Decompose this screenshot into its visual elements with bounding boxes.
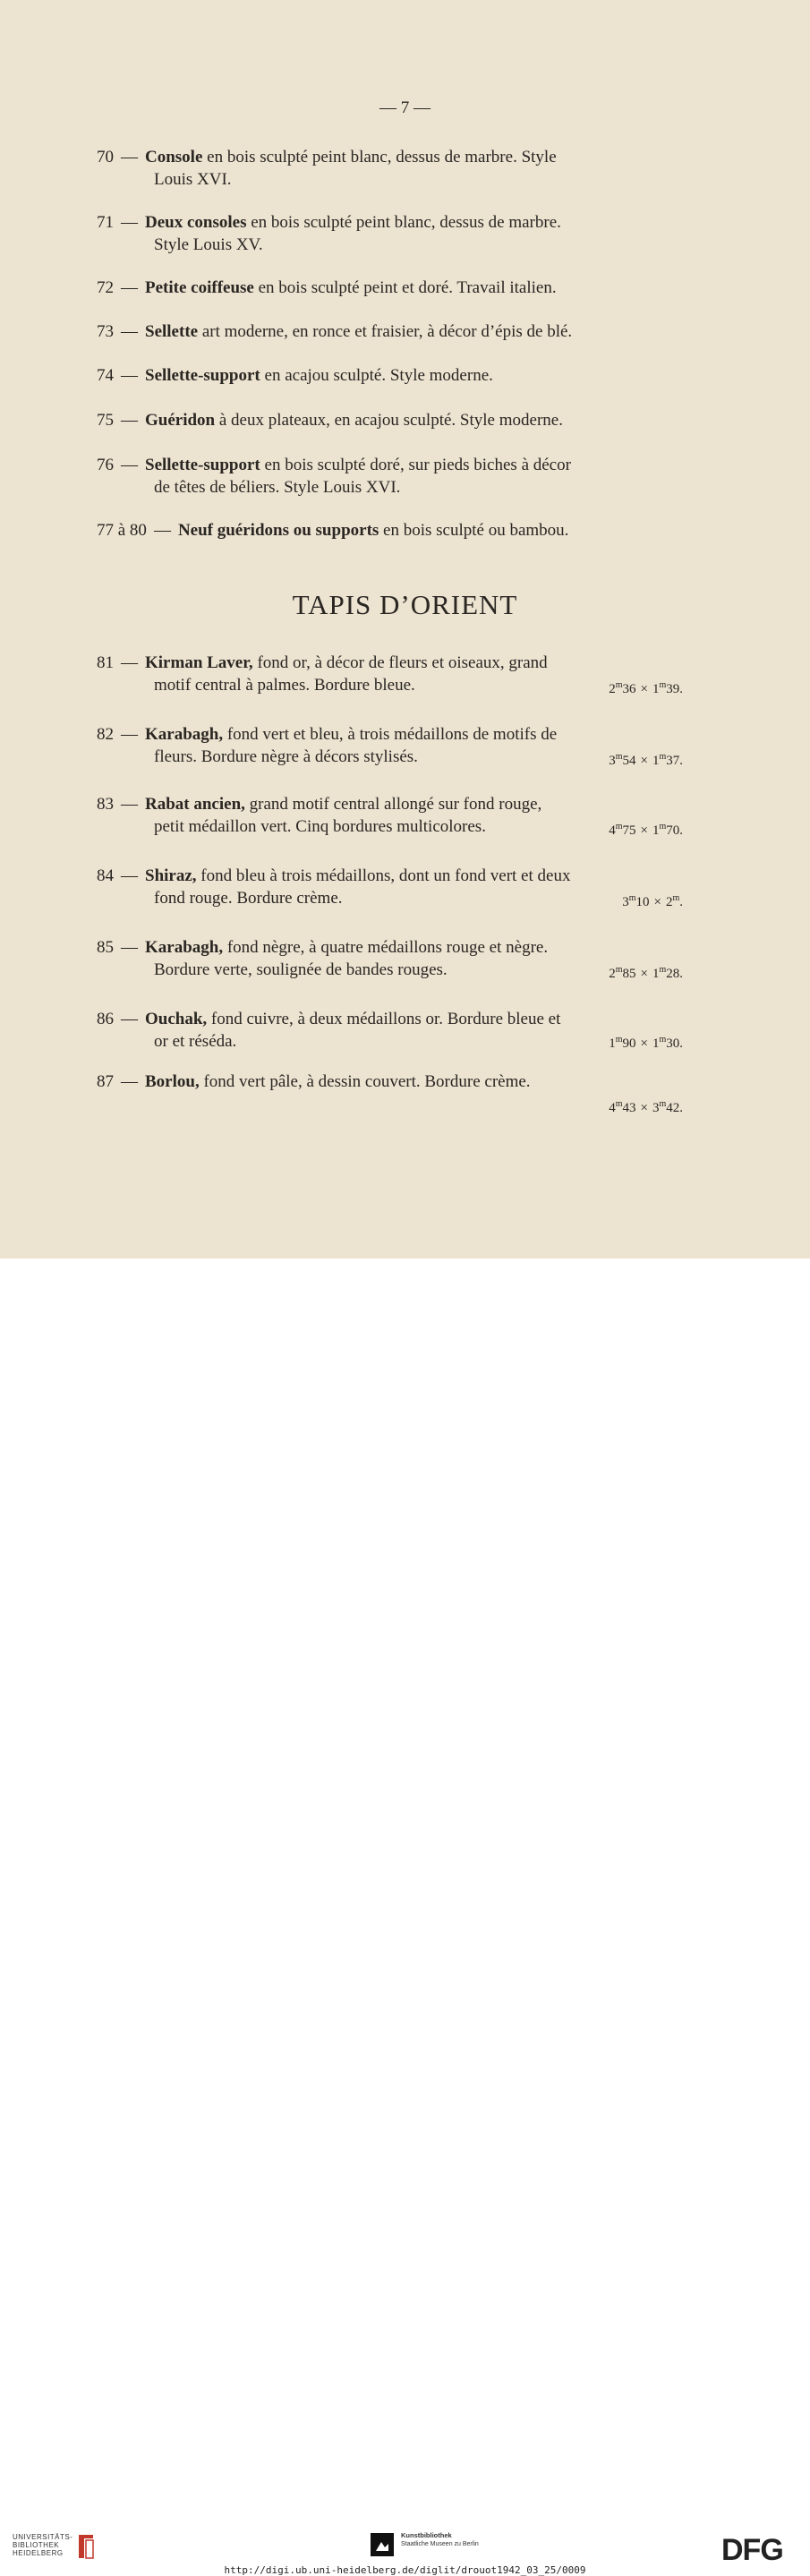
lot-description: en bois sculpté peint blanc, dessus de marbre. (246, 213, 561, 232)
lot-number: 72 (97, 278, 114, 297)
dim-unit: m (615, 1035, 623, 1045)
lot-description: fond vert et bleu, à trois médaillons de motifs de (223, 725, 558, 744)
dim-end: . (679, 895, 683, 909)
dim-end: . (679, 682, 683, 696)
lot-first-line (97, 409, 680, 431)
lot-number: 73 (97, 322, 114, 341)
dim-length-decimals: 85 (622, 967, 636, 981)
lot-title: Borlou, (145, 1072, 200, 1091)
lot-title: Sellette-support (145, 456, 260, 474)
lot-entry (97, 936, 680, 981)
dim-end: . (679, 967, 683, 981)
lot-entry (97, 211, 680, 256)
dim-width-decimals: 39 (666, 682, 680, 696)
lot-entry (97, 320, 680, 343)
lot-title: Sellette-support (145, 366, 260, 385)
lot-title: Sellette (145, 322, 199, 341)
dim-unit: m (615, 1099, 623, 1109)
dfg-logo[interactable]: DFG (721, 2533, 783, 2567)
dim-length: 4 (609, 823, 616, 838)
lot-entry (97, 1008, 680, 1053)
dim-length-decimals: 36 (622, 682, 636, 696)
lot-continuation: de têtes de béliers. Style Louis XVI. (154, 478, 401, 497)
dim-unit: m (615, 965, 623, 975)
dim-length-decimals: 75 (622, 823, 636, 838)
lot-dash: — (121, 653, 138, 672)
lot-dash: — (121, 725, 138, 744)
lot-dash: — (121, 148, 138, 166)
lot-dash: — (121, 1072, 138, 1091)
footer-bar (0, 1258, 810, 2576)
lot-entry (97, 793, 680, 838)
lot-title: Rabat ancien, (145, 795, 245, 814)
lot-description: fond or, à décor de fleurs et oiseaux, grand (252, 653, 548, 672)
lot-description: en bois sculpté peint et doré. Travail italien. (253, 278, 557, 297)
lot-title: Deux consoles (145, 213, 247, 232)
dim-end: . (679, 823, 683, 838)
lot-entry (97, 723, 680, 768)
dim-length-decimals: 54 (622, 754, 636, 768)
lot-dash: — (121, 278, 138, 297)
dim-times: × (640, 1036, 648, 1051)
kb-title: Kunstbibliothek (401, 2531, 452, 2539)
lot-title: Console (145, 148, 203, 166)
lot-title: Shiraz, (145, 866, 197, 885)
lot-number: 76 (97, 456, 114, 474)
lot-first-line (97, 277, 680, 299)
lot-entry (97, 277, 680, 299)
dim-length: 3 (622, 895, 629, 909)
dim-times: × (640, 823, 648, 838)
lot-first-line (97, 865, 680, 887)
kb-subtitle: Staatliche Museen zu Berlin (401, 2541, 479, 2547)
lot-title: Guéridon (145, 411, 216, 430)
lot-number: 71 (97, 213, 114, 232)
dim-unit: m (672, 893, 680, 903)
dim-width: 1 (652, 1036, 660, 1051)
dim-unit: m (659, 965, 667, 975)
lot-number: 70 (97, 148, 114, 166)
dim-times: × (640, 967, 648, 981)
lot-dash: — (121, 213, 138, 232)
dim-width: 1 (652, 754, 660, 768)
section-title: TAPIS D’ORIENT (292, 589, 518, 620)
lot-title: Neuf guéridons ou supports (177, 521, 379, 540)
lot-number: 83 (97, 795, 114, 814)
lot-title: Kirman Laver, (145, 653, 253, 672)
lot-description: en bois sculpté peint blanc, dessus de marbre. Style (202, 148, 557, 166)
lot-dash: — (121, 1010, 138, 1028)
lot-number: 86 (97, 1010, 114, 1028)
lot-first-line (97, 723, 680, 746)
dim-unit: m (659, 680, 667, 690)
dim-times: × (640, 1101, 648, 1115)
lot-dash: — (121, 456, 138, 474)
lot-description: fond vert pâle, à dessin couvert. Bordure crème. (199, 1072, 531, 1091)
lot-description: fond bleu à trois médaillons, dont un fond vert et deux (196, 866, 571, 885)
lot-continuation: Style Louis XV. (154, 235, 263, 254)
lot-entry (97, 519, 680, 542)
page-number: — 7 — (379, 98, 431, 117)
lot-first-line (97, 652, 680, 674)
dim-length-decimals: 10 (635, 895, 650, 909)
lot-number: 75 (97, 411, 114, 430)
lot-number: 84 (97, 866, 114, 885)
lot-number: 82 (97, 725, 114, 744)
dim-unit: m (615, 822, 623, 832)
dim-length-decimals: 43 (622, 1101, 636, 1115)
university-library-logo[interactable] (13, 2533, 72, 2557)
dim-unit: m (659, 1035, 667, 1045)
carpet-dimensions (609, 1036, 683, 1052)
kunstbibliothek-label[interactable] (401, 2531, 479, 2548)
lot-number: 81 (97, 653, 114, 672)
lot-first-line (97, 1070, 680, 1093)
dim-width: 1 (652, 682, 660, 696)
lot-title: Karabagh, (145, 938, 224, 957)
lot-entry (97, 865, 680, 909)
lot-first-line (97, 936, 680, 959)
dim-times: × (640, 754, 648, 768)
carpet-dimensions (609, 682, 683, 697)
catalogue-page (0, 0, 810, 1258)
dim-width: 1 (652, 967, 660, 981)
lot-entry (97, 1070, 680, 1093)
lot-first-line (97, 211, 680, 234)
dim-width-decimals: 28 (666, 967, 680, 981)
carpet-dimensions (609, 754, 683, 769)
lot-number: 77 à 80 (97, 521, 147, 540)
lot-description: fond cuivre, à deux médaillons or. Bordure bleue et (207, 1010, 561, 1028)
dim-unit: m (659, 822, 667, 832)
dim-unit: m (615, 680, 623, 690)
lot-entry (97, 652, 680, 696)
lot-number: 74 (97, 366, 114, 385)
carpet-dimensions (609, 967, 683, 982)
university-seal-icon (75, 2531, 97, 2562)
kunstbibliothek-logo-icon (371, 2533, 394, 2556)
dim-width-decimals: 42 (666, 1101, 680, 1115)
uni-logo-line: HEIDELBERG (13, 2549, 64, 2557)
lot-title: Petite coiffeuse (145, 278, 254, 297)
lot-entry (97, 364, 680, 387)
dim-times: × (640, 682, 648, 696)
dim-unit: m (659, 1099, 667, 1109)
dim-unit: m (615, 752, 623, 762)
carpet-dimensions (622, 895, 683, 910)
lot-first-line (97, 320, 680, 343)
lot-dash: — (121, 866, 138, 885)
lot-dash: — (121, 366, 138, 385)
lot-first-line (97, 1008, 680, 1030)
lot-continuation: petit médaillon vert. Cinq bordures multicolores. (154, 817, 486, 836)
dim-length-decimals: 90 (622, 1036, 636, 1051)
dim-unit: m (628, 893, 636, 903)
dim-width: 3 (652, 1101, 660, 1115)
lot-description: en bois sculpté ou bambou. (379, 521, 569, 540)
dim-width-decimals: 30 (666, 1036, 680, 1051)
lot-entry (97, 454, 680, 499)
dim-length: 3 (609, 754, 616, 768)
uni-logo-line: UNIVERSITÄTS- (13, 2533, 73, 2541)
carpet-dimensions (609, 1101, 683, 1116)
carpet-dimensions (609, 823, 683, 839)
lot-number: 87 (97, 1072, 114, 1091)
lot-first-line (97, 793, 680, 815)
lot-continuation: or et réséda. (154, 1032, 237, 1051)
lot-dash: — (153, 521, 171, 540)
lot-first-line (97, 364, 680, 387)
dim-width-decimals: 37 (666, 754, 680, 768)
dim-end: . (679, 1036, 683, 1051)
lot-dash: — (121, 938, 138, 957)
dim-end: . (679, 1101, 683, 1115)
lot-entry (97, 146, 680, 191)
lot-description: à deux plateaux, en acajou sculpté. Style moderne. (215, 411, 563, 430)
lot-continuation: fond rouge. Bordure crème. (154, 889, 343, 908)
lot-description: en acajou sculpté. Style moderne. (260, 366, 493, 385)
lot-number: 85 (97, 938, 114, 957)
uni-logo-line: BIBLIOTHEK (13, 2541, 60, 2549)
lot-first-line (97, 519, 680, 542)
lot-description: fond nègre, à quatre médaillons rouge et nègre. (223, 938, 549, 957)
dim-width: 2 (665, 895, 673, 909)
lot-first-line (97, 146, 680, 168)
dim-width-decimals: 70 (666, 823, 680, 838)
lot-description: grand motif central allongé sur fond rouge, (244, 795, 542, 814)
dim-length: 2 (609, 967, 616, 981)
dim-end: . (679, 754, 683, 768)
source-url[interactable]: http://digi.ub.uni-heidelberg.de/diglit/drouot1942_03_25/0009 (224, 2564, 586, 2576)
dim-unit: m (659, 752, 667, 762)
lot-dash: — (121, 411, 138, 430)
dim-times: × (653, 895, 661, 909)
lot-description: art moderne, en ronce et fraisier, à décor d’épis de blé. (198, 322, 573, 341)
lot-entry (97, 409, 680, 431)
lot-continuation: fleurs. Bordure nègre à décors stylisés. (154, 747, 418, 766)
dim-length: 1 (609, 1036, 616, 1051)
lot-continuation: Louis XVI. (154, 170, 232, 189)
dim-width: 1 (652, 823, 660, 838)
dim-length: 2 (609, 682, 616, 696)
lot-continuation: Bordure verte, soulignée de bandes rouges. (154, 960, 448, 979)
lot-dash: — (121, 795, 138, 814)
lot-continuation: motif central à palmes. Bordure bleue. (154, 676, 415, 695)
lot-description: en bois sculpté doré, sur pieds biches à décor (260, 456, 571, 474)
dim-length: 4 (609, 1101, 616, 1115)
lot-title: Karabagh, (145, 725, 224, 744)
lot-dash: — (121, 322, 138, 341)
lot-title: Ouchak, (145, 1010, 208, 1028)
lot-first-line (97, 454, 680, 476)
